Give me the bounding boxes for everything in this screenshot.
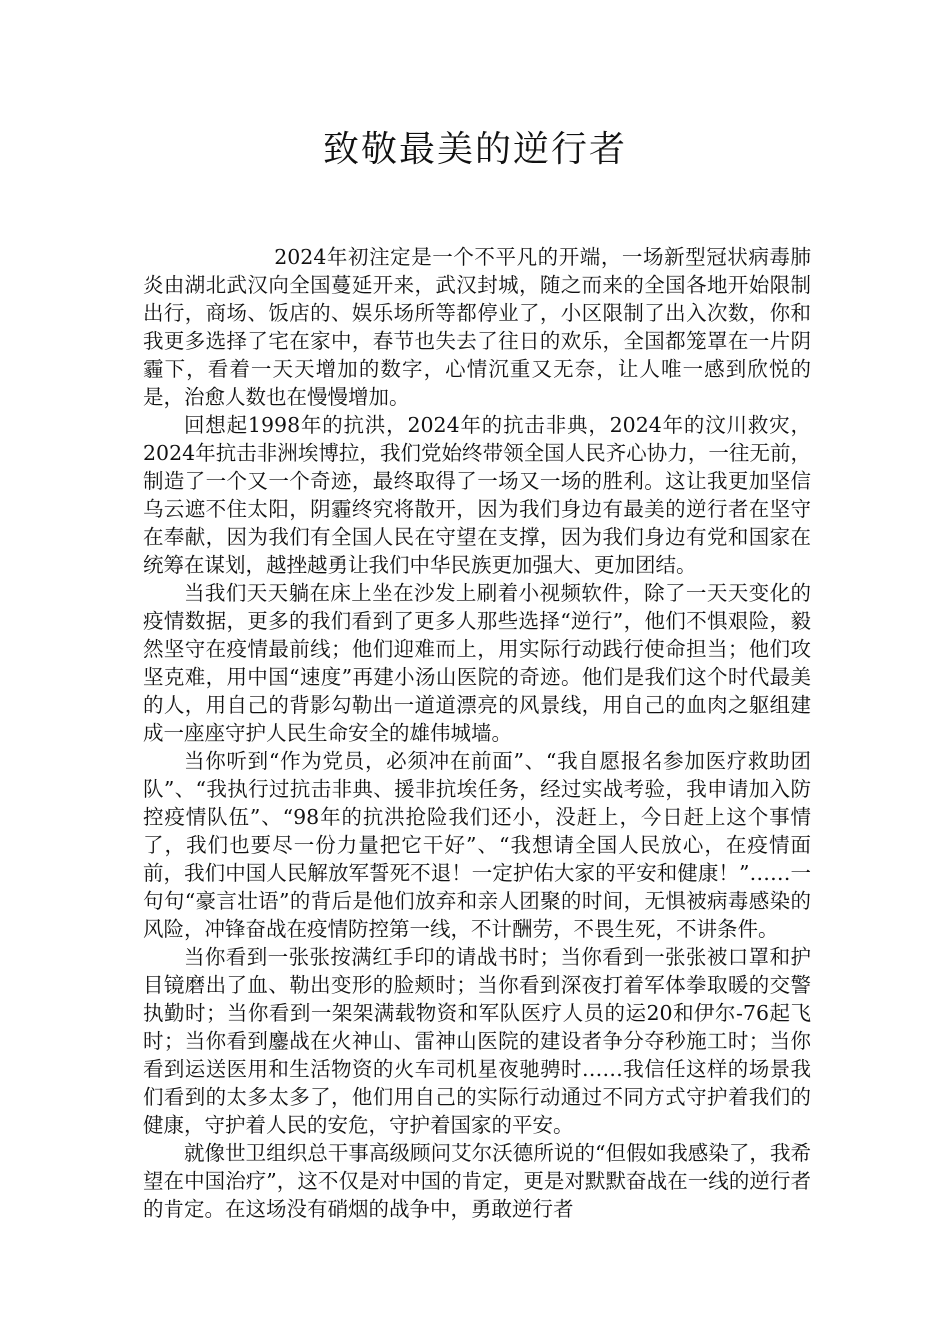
paragraph-3: 当我们天天躺在床上坐在沙发上刷着小视频软件，除了一天天变化的疫情数据，更多的我们看到了更多人那些选择“逆行”，他们不惧艰险，毅然坚守在疫情最前线；他们迎难而上，用实际行动践行使命担当；他们攻坚克难，用中国“速度”再建小汤山医院的奇迹。他们是我们这个时代最美的人，用自己的背影勾勒出一道道漂亮的风景线，用自己的血肉之躯组建成一座座守护人民生命安全的雄伟城墙。 [143, 581, 811, 745]
paragraph-2: 回想起1998年的抗洪，2024年的抗击非典，2024年的汶川救灾，2024年抗击非洲埃博拉，我们党始终带领全国人民齐心协力，一往无前，制造了一个又一个奇迹，最终取得了一场又一场的胜利。这让我更加坚信乌云遮不住太阳，阴霾终究将散开，因为我们身边有最美的逆行者在坚守在奉献，因为我们有全国人民在守望在支撑，因为我们身边有党和国家在统筹在谋划，越挫越勇让我们中华民族更加强大、更加团结。 [143, 413, 811, 577]
paragraph-4: 当你听到“作为党员，必须冲在前面”、“我自愿报名参加医疗救助团队”、“我执行过抗击非典、援非抗埃任务，经过实战考验，我申请加入防控疫情队伍”、“98年的抗洪抢险我们还小，没赶上，今日赶上这个事情了，我们也要尽一份力量把它干好”、“我想请全国人民放心，在疫情面前，我们中国人民解放军誓死不退！一定护佑大家的平安和健康！”……一句句“豪言壮语”的背后是他们放弃和亲人团聚的时间，无惧被病毒感染的风险，冲锋奋战在疫情防控第一线，不计酬劳，不畏生死，不讲条件。 [143, 749, 811, 941]
paragraph-5: 当你看到一张张按满红手印的请战书时；当你看到一张张被口罩和护目镜磨出了血、勒出变形的脸颊时；当你看到深夜打着军体拳取暖的交警执勤时；当你看到一架架满载物资和军队医疗人员的运20和伊尔-76起飞时；当你看到鏖战在火神山、雷神山医院的建设者争分夺秒施工时；当你看到运送医用和生活物资的火车司机星夜驰骋时……我信任这样的场景我们看到的太多太多了，他们用自己的实际行动通过不同方式守护着我们的健康，守护着人民的安危，守护着国家的平安。 [143, 945, 811, 1137]
paragraph-1: 2024年初注定是一个不平凡的开端，一场新型冠状病毒肺炎由湖北武汉向全国蔓延开来，武汉封城，随之而来的全国各地开始限制出行，商场、饭店的、娱乐场所等都停业了，小区限制了出入次数，你和我更多选择了宅在家中，春节也失去了往日的欢乐，全国都笼罩在一片阴霾下，看着一天天增加的数字，心情沉重又无奈，让人唯一感到欣悦的是，治愈人数也在慢慢增加。 [143, 245, 811, 409]
document-title: 致敬最美的逆行者 [322, 129, 627, 170]
document-body [143, 243, 811, 1223]
paragraph-6: 就像世卫组织总干事高级顾问艾尔沃德所说的“但假如我感染了，我希望在中国治疗”，这不仅是对中国的肯定，更是对默默奋战在一线的逆行者的肯定。在这场没有硝烟的战争中，勇敢逆行者 [143, 1141, 811, 1221]
